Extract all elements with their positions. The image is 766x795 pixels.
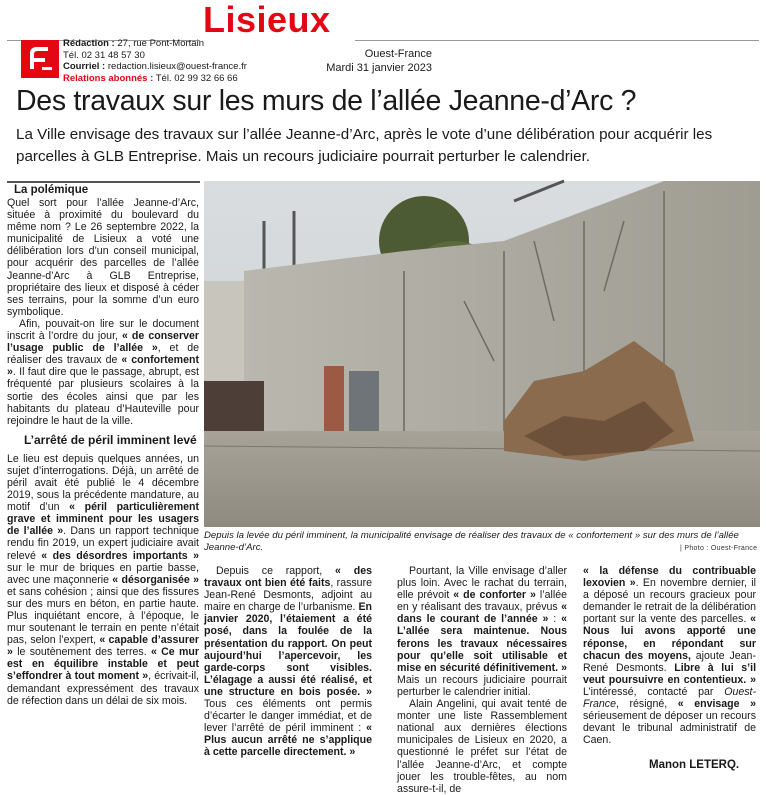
courriel-label: Courriel : [63,61,106,72]
article-kicker: La polémique [14,184,89,196]
article-standfirst: La Ville envisage des travaux sur l’allée Jeanne-d’Arc, après le vote d’une délibération pour acquérir les parcelles à GLB Entreprise. Mais un recours judiciaire pourrait perturber le calendrier. [16,126,713,165]
courriel-value: redaction.lisieux@ouest-france.fr [105,61,247,72]
column-1 [7,197,199,707]
section-title: Lisieux [203,0,331,40]
paragraph-1: Quel sort pour l’allée Jeanne-d’Arc, située à proximité du boulevard du même nom ? Le 26 septembre 2022, la municipalité de Lisieux a voté une délibération lors d’un conseil municipal, pour acquérir des parcelles de l’allée Jeanne-d’Arc à GLB Entreprise, propriétaire des lieux et disposé à céder ses terrains, pour la somme d’un euro symbolique. [7,197,199,318]
article-headline: Des travaux sur les murs de l’allée Jeanne-d’Arc ? [16,85,637,117]
paragraph-6: Alain Angelini, qui avait tenté de monter une liste Rassemblement national aux dernières élections municipales de Lisieux en 2020, a questionné le préfet sur l’état de l’allée Jeanne-d’Arc, et compte jouer les trouble-fêtes, au nom assure-t-il, de [397,698,567,795]
column-4 [583,565,756,746]
column-2 [204,565,372,759]
ouest-france-logo [21,40,59,78]
paragraph-2: Afin, pouvait-on lire sur le document inscrit à l’ordre du jour, « de conserver l’usage public de l’allée », et de réaliser des travaux de « confortement ». Il faut dire que le passage, abrupt, est fréquenté par plusieurs scolaires à la sortie des écoles ainsi que par les habitants du plateau d’Hauteville pour rejoindre le haut de la ville. [7,317,200,427]
article-photo [204,181,760,527]
paragraph-5: Pourtant, la Ville envisage d’aller plus loin. Avec le rachat du terrain, elle prévoit « de conforter » l’allée en y réalisant des travaux, prévus « dans le courant de l’année » : « L’allée sera maintenue. Nous ferons les travaux nécessaires pour qu’elle soit utilisable et mise en sécurité définitivement. » Mais un recours judiciaire pourrait perturber le calendrier initial. [397,565,567,698]
photo-credit: | Photo : Ouest-France [680,545,758,552]
redaction-phone: Tél. 02 31 48 57 30 [63,49,145,61]
redaction-address: 27, rue Pont-Mortain [114,38,204,49]
paragraph-6-continued: « la défense du contribuable lexovien ». En novembre dernier, il a déposé un recours gracieux pour demander le retrait de la délibération portant sur la vente des parcelles. « Nous lui avons apporté une réponse, en répondant sur chacun des moyens, ajoute Jean-René Desmonts. Libre à lui s’il veut poursuivre en contentieux. » L’intéressé, contacté par Ouest-France, résigné, « envisage » sérieusement de déposer un recours devant le tribunal administratif de Caen. [583,565,757,747]
contact-block [63,38,247,84]
abonnes-label: Relations abonnés : [63,72,154,84]
column-3 [397,565,567,795]
publication-date: Mardi 31 janvier 2023 [326,61,432,74]
publication-info [326,48,432,75]
header-rule-right [355,40,759,41]
article-subhead: L’arrêté de péril imminent levé [24,432,197,447]
paragraph-4: Depuis ce rapport, « des travaux ont bien été faits, rassure Jean-René Desmonts, adjoint au maire en charge de l’urbanisme. En janvier 2020, l’étaiement a été posé, dans la foulée de la présentation du rapport. On peut aujourd’hui l’apercevoir, les garde-corps sont visibles. L’élagage a aussi été réalisé, et une structure en bois posée. » Tous ces éléments ont permis d’écarter le danger immédiat, et de lever l’arrêté de péril imminent : « Plus aucun arrêté ne s’applique à cette parcelle directement. » [204,565,372,759]
redaction-label: Rédaction : [63,38,115,49]
publication-name: Ouest-France [364,48,432,60]
abonnes-value: Tél. 02 99 32 66 66 [153,72,238,84]
paragraph-3: Le lieu est depuis quelques années, un sujet d’interrogations. Déjà, un arrêté de péril avait été publié le 4 décembre 2019, sous la précédente mandature, au motif d’un « péril particulièrement grave et imminent pour les usagers de l’allée ». Dans un rapport technique rendu fin 2019, un expert judiciaire avait relevé « des désordres importants » sur le mur de briques en partie basse, avec une maçonnerie « désorganisée » et sans cohésion ; ainsi que des fissures sur des murs en béton, en partie haute. Plus inquiétant encore, à l’époque, le mur soutenant le terrain en pente n’était pas, selon l’expert, « capable d’assurer » le soutènement des terres. « Ce mur est en équilibre instable et peut s’effondrer à tout moment », écrivait-il, demandant expressément des travaux de réfection dans un délai de six mois. [7,452,200,707]
author-signature: Manon LETERQ. [649,759,740,771]
photo-caption: Depuis la levée du péril imminent, la municipalité envisage de réaliser des travaux de « confortement » sur des murs de l’allée Jeanne-d’Arc. [204,530,739,553]
